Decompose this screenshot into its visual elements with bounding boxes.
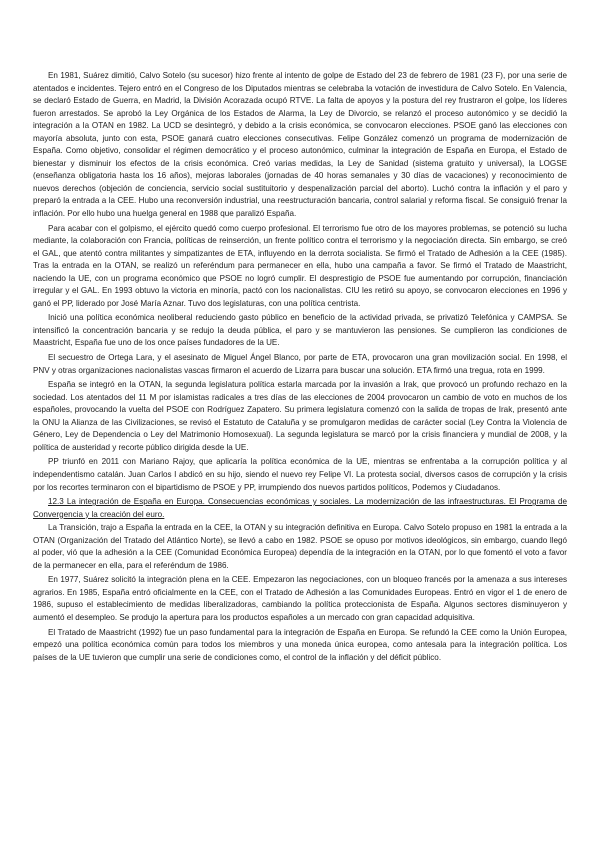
paragraph-eta: El secuestro de Ortega Lara, y el asesinato de Miguel Ángel Blanco, por parte de ETA, provocaron una gran movilización social. En 1998, el PNV y otras organizaciones nacionalistas vascas firmaron el acuerdo de Lizarra para buscar una solución. ETA firmó una tregua, rota en 1999. bbox=[33, 353, 567, 375]
paragraph-politica-neoliberal: Inició una política económica neoliberal reduciendo gasto público en beneficio de la actividad privada, se privatizó Telefónica y CAMPSA. Se intensificó la concentración bancaria y se redujo la deuda pública, el paro y se mantuvieron las pensiones. Se cumplieron las condiciones de Maastricht, España fue uno de los once países fundadores de la UE. bbox=[33, 313, 567, 348]
section-heading: 12.3 La integración de España en Europa. Consecuencias económicas y sociales. La modernización de las infraestructuras. El Programa de Convergencia y la creación del euro. bbox=[33, 497, 567, 519]
paragraph-maastricht: El Tratado de Maastricht (1992) fue un paso fundamental para la integración de España en Europa. Se refundó la CEE como la Unión Europea, empezó una política económica común para todos los miembros y una moneda única europea, como antesala para la integración política. Los países de la UE tuvieron que cumplir una serie de condiciones como, el control de la inflación y del déficit público. bbox=[33, 627, 567, 662]
paragraph-1981-golpe: En 1981, Suárez dimitió, Calvo Sotelo (su sucesor) hizo frente al intento de golpe de Estado del 23 de febrero de 1981 (23 F), por una serie de atentados e incidentes. Tejero entró en el Congreso de los Diputados mientras se celebraba la votación de investidura de Calvo Sotelo. En Valencia, se declaró Estado de Guerra, en Madrid, la División Acorazada ocupó RTVE. La falta de apoyos y la postura del rey frustraron el golpe, los líderes fueron arrestados. Se aprobó la Ley Orgánica de los Estados de Alarma, la Ley de Divorcio, se relanzó el proceso autonómico y se decidió la integración a la OTAN en 1982. La UCD se desintegró, y debido a la crisis económica, se convocaron elecciones. PSOE ganó las elecciones con mayoría absoluta, junto con esta, PSOE ganará cuatro elecciones consecutivas. Felipe González comenzó un programa de modernización de España. Como objetivo, consolidar el régimen democrático y el proceso autonómico, culminar la integración de España en Europa, el Estado de bienestar y disminuir los efectos de la crisis económica. Creó varias medidas, la Ley de Sanidad (sistema gratuito y universal), la LOGSE (enseñanza obligatoria hasta los 16 años), mejoras laborales (jornadas de 40 horas semanales y 30 días de vacaciones) y reconocimiento de nuevos derechos (objeción de conciencia, servicio social sustituitorio y despenalización parcial del aborto). Luchó contra la inflación y el paro y preparó la entrada a la CEE. Hubo una reconversión industrial, una reestructuración bancaria, control salarial y reforma fiscal. Se consiguió frenar la inflación. Por ello hubo una huelga general en 1988 que paralizó España. bbox=[33, 71, 567, 219]
paragraph-transicion: La Transición, trajo a España la entrada en la CEE, la OTAN y su integración definitiva en Europa. Calvo Sotelo propuso en 1981 la entrada a la OTAN (Organización del Tratado del Atlántico Norte), se llevó a cabo en 1982. PSOE se opuso por motivos ideológicos, sin embargo, cuando llegó al poder, vió que la adhesión a la CEE (Comunidad Económica Europea) dependía de la integración en la OTAN, por lo que fomentó el voto a favor de la permanecer en ella, para el referéndum de 1986. bbox=[33, 523, 567, 570]
paragraph-otan-irak: España se integró en la OTAN, la segunda legislatura política estarla marcada por la invasión a Irak, que provocó un profundo rechazo en la sociedad. Los atentados del 11 M por islamistas radicales a tres días de las elecciones de 2004 provocaron un cambio de voto en muchos de los españoles, provocando la vuelta del PSOE con Rodríguez Zapatero. Su primera legislatura comenzó con la salida de tropas de Irak, presentó ante la ONU la Alianza de las Civilizaciones, se revisó el Estatuto de Cataluña y se promulgaron medidas de carácter social (Ley Contra la Violencia de Género, Ley de Dependencia o Ley del Matrimonio Homosexual). La segunda legislatura se marcó por la crisis financiera y mundial de 2008, y la política de austeridad y recorte público dirigida desde la UE. bbox=[33, 380, 567, 452]
paragraph-terrorismo: Para acabar con el golpismo, el ejército quedó como cuerpo profesional. El terrorismo fue otro de los mayores problemas, se potenció su lucha mediante, la colaboración con Francia, políticas de reinserción, un frente político contra el terrorismo y la negociación directa. Sin embargo, se creó el GAL, que atentó contra militantes y simpatizantes de ETA, influyendo en la derrota socialista. Se firmó el Tratado de Adhesión a la CEE (1985). Tras la entrada en la OTAN, se realizó un referéndum para permanecer en ella, hubo una campaña a favor. Se firmó el Tratado de Maastricht, naciendo la UE, con un programa económico que PSOE no logró cumplir. El desprestigio de PSOE fue aumentando por corrupción, financiación irregular y el GAL. En 1993 obtuvo la victoria en minoría, pactó con los nacionalistas. CIU les retiró su apoyo, se convocaron elecciones en 1996 y ganó el PP, liderado por José María Aznar. Tuvo dos legislaturas, con una política centrista. bbox=[33, 223, 567, 308]
paragraph-rajoy: PP triunfó en 2011 con Mariano Rajoy, que aplicaría la política económica de la UE, mientras se enfrentaba a la corrupción política y al independentismo catalán. Juan Carlos I abdicó en su hijo, siendo el nuevo rey Felipe VI. La protesta social, diversos casos de corrupción y la crisis por los recortes terminaron con el bipartidismo de PSOE y PP, irrumpiendo dos nuevos partidos políticos, Podemos y Ciudadanos. bbox=[33, 457, 567, 492]
document-body bbox=[33, 70, 567, 666]
paragraph-cee: En 1977, Suárez solicitó la integración plena en la CEE. Empezaron las negociaciones, con un bloqueo francés por la amenaza a sus intereses agrarios. En 1985, España entró oficialmente en la CEE, con el Tratado de Adhesión a las Comunidades Europeas. Entró en vigor el 1 de enero de 1986, supuso el establecimiento de medidas liberalizadoras, cambiando la política proteccionista de España. Algunos sectores disminuyeron y aumentó el desempleo. Se produjo la apertura para los productos españoles a un mercado con gran capacidad adquisitiva. bbox=[33, 575, 567, 622]
